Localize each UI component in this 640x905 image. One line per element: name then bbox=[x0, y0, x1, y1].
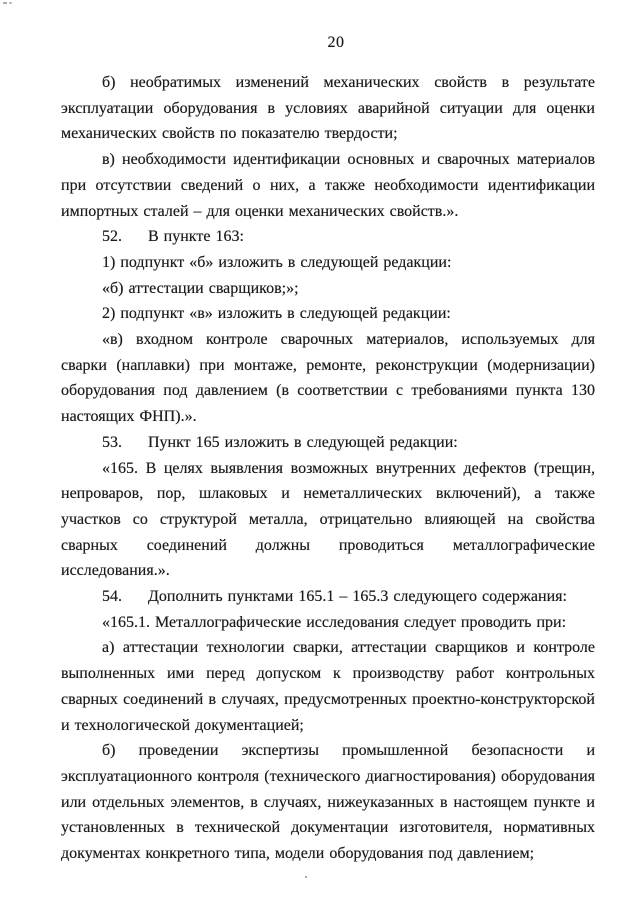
paragraph-quote-165: «165. В целях выявления возможных внутренних дефектов (трещин, непроваров, пор, шлаковых и неметаллических включений), а также участков со структурой металла, отрицательно влияющей на свойства сварных соединений должны проводиться металлографические исследования.». bbox=[61, 459, 595, 580]
paragraph-subpoint-2: 2) подпункт «в» изложить в следующей редакции: bbox=[102, 305, 451, 323]
document-body bbox=[61, 70, 595, 867]
paragraph-subpoint-1: 1) подпункт «б» изложить в следующей редакции: bbox=[102, 253, 452, 271]
paragraph-subitem-b-expertise: б) проведении экспертизы промышленной безопасности и эксплуатационного контроля (технического диагностирования) оборудования или отдельных элементов, в случаях, нижеуказанных в настоящем пункте и установленных в технической документации изготовителя, нормативных документах конкретного типа, модели оборудования под давлением; bbox=[61, 742, 595, 863]
item-number: 53. bbox=[102, 433, 122, 451]
paragraph-item-52 bbox=[61, 224, 595, 250]
scan-artifact-dot bbox=[305, 876, 307, 878]
paragraph-item-53 bbox=[61, 430, 595, 456]
paragraph-subitem-v-identification: в) необходимости идентификации основных и сварочных материалов при отсутствии сведений о них, а также необходимости идентификации импортных сталей – для оценки механических свойств.». bbox=[61, 151, 595, 220]
paragraph-quote-b-welders: «б) аттестации сварщиков;»; bbox=[102, 279, 299, 297]
paragraph-subitem-b-hardness: б) необратимых изменений механических свойств в результате эксплуатации оборудования в условиях аварийной ситуации для оценки механических свойств по показателю твердости; bbox=[61, 74, 595, 143]
item-text: Пункт 165 изложить в следующей редакции: bbox=[148, 433, 458, 451]
page-number: 20 bbox=[327, 34, 345, 51]
paragraph-quote-165-1: «165.1. Металлографические исследования следует проводить при: bbox=[102, 613, 567, 631]
item-number: 52. bbox=[102, 228, 122, 246]
item-text: Дополнить пунктами 165.1 – 165.3 следующего содержания: bbox=[148, 588, 567, 606]
scan-artifact-dash bbox=[3, 2, 7, 4]
item-number: 54. bbox=[102, 588, 122, 606]
paragraph-subitem-a-attestation: а) аттестации технологии сварки, аттестации сварщиков и контроле выполненных ими перед допуском к производству работ контрольных сварных соединений в случаях, предусмотренных проектно-конструкторской и технологической документацией; bbox=[61, 639, 595, 734]
paragraph-item-54 bbox=[61, 584, 595, 610]
item-text: В пункте 163: bbox=[148, 228, 244, 246]
scan-artifact-dash bbox=[9, 2, 12, 4]
paragraph-quote-v-input-control: «в) входном контроле сварочных материалов, используемых для сварки (наплавки) при монтаже, ремонте, реконструкции (модернизации) оборудования под давлением (в соответствии с требованиями пункта 130 настоящих ФНП).». bbox=[61, 331, 595, 426]
